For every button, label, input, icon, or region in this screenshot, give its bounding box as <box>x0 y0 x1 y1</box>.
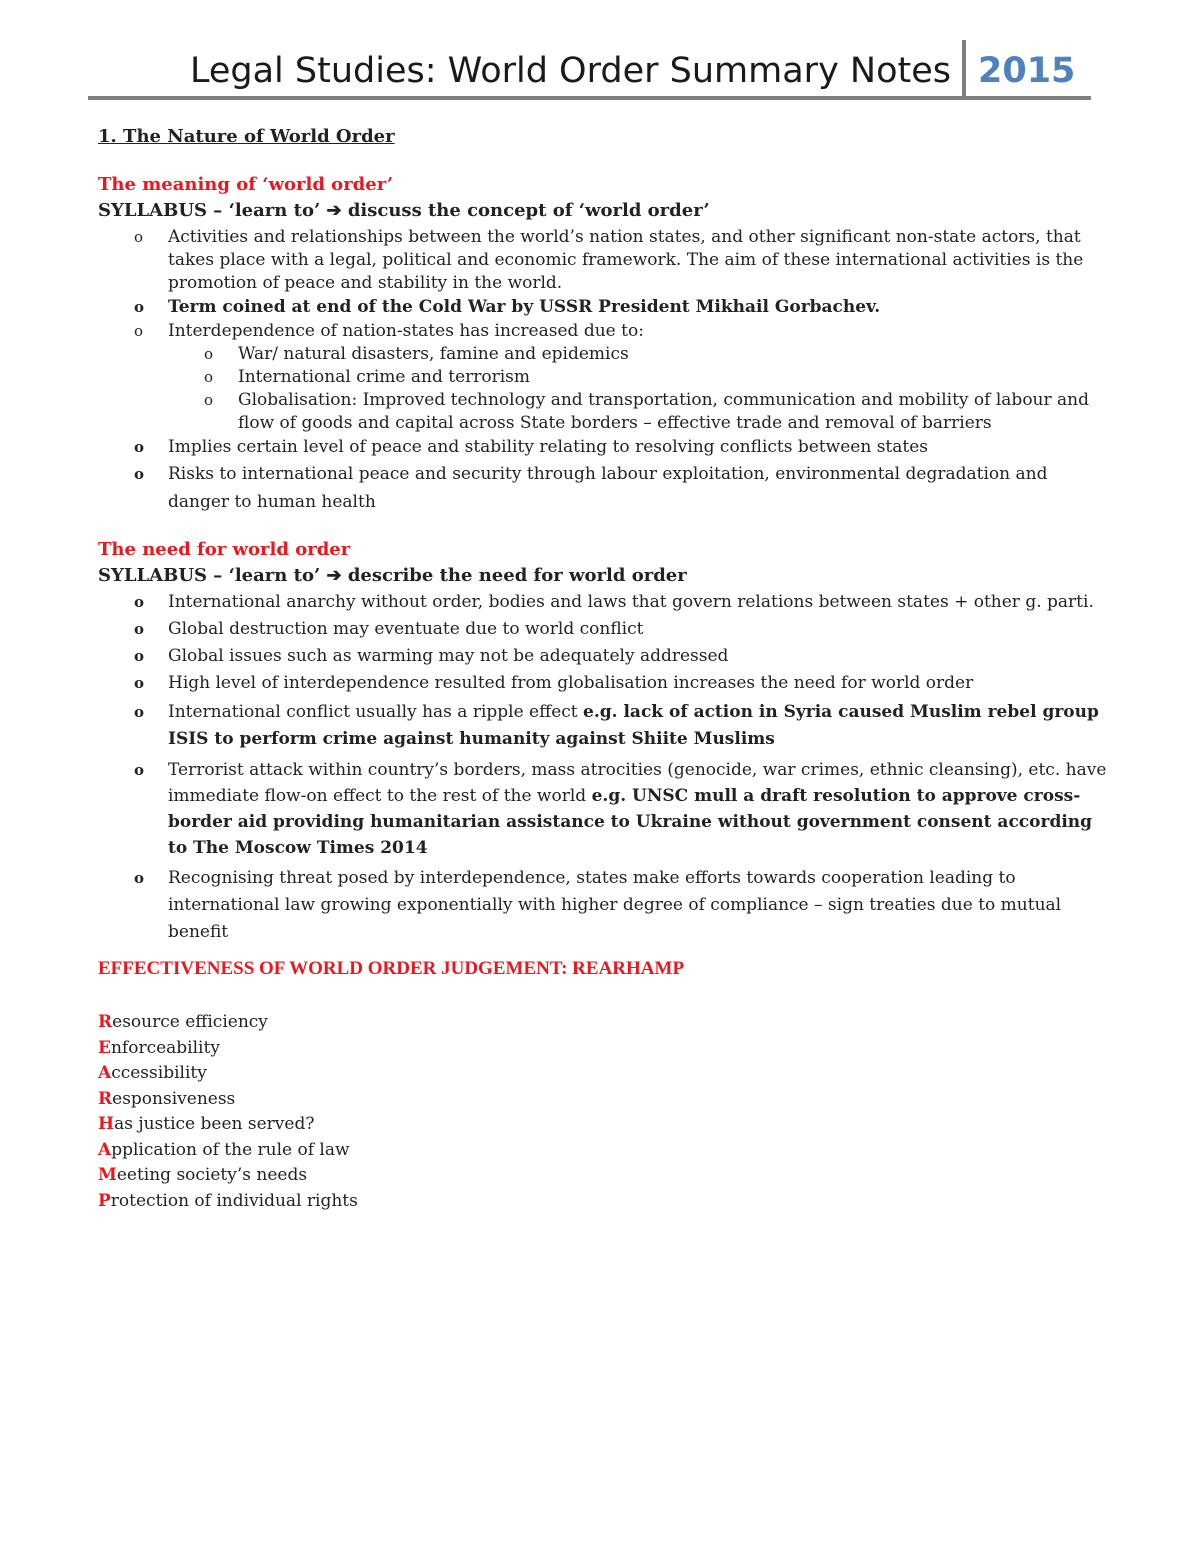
effectiveness-heading: EFFECTIVENESS OF WORLD ORDER JUDGEMENT: REARHAMP <box>98 958 685 979</box>
acronym-line <box>98 1087 1108 1113</box>
header-rule <box>88 96 1091 100</box>
acronym-letter: E <box>98 1037 111 1058</box>
list-item-text: International anarchy without order, bodies and laws that govern relations between states + other g. parti. <box>168 592 1094 612</box>
list-item-text: Activities and relationships between the world’s nation states, and other significant non-state actors, that takes place with a legal, political and economic framework. The aim of these international activities is the promotion of peace and stability in the world. <box>168 227 1084 293</box>
bullet-icon: o <box>134 761 145 779</box>
section-title: 1. The Nature of World Order <box>98 126 395 147</box>
bullet-icon: o <box>134 465 145 483</box>
example-text: e.g. UNSC mull a draft resolution to approve cross-border aid providing humanitarian assistance to Ukraine without government consent according to The Moscow Times 2014 <box>168 786 1093 858</box>
header-title: Legal Studies: World Order Summary Notes <box>189 51 951 91</box>
need-list <box>98 591 1108 946</box>
acronym-line <box>98 1036 1108 1062</box>
list-item <box>134 645 1108 668</box>
acronym-list <box>98 1010 1108 1214</box>
acronym-letter: M <box>98 1165 117 1185</box>
sub-list-item <box>204 389 1108 435</box>
acronym-line <box>98 1138 1108 1164</box>
bullet-icon: o <box>134 869 145 887</box>
bullet-icon: o <box>134 298 145 316</box>
list-item-text: Global destruction may eventuate due to world conflict <box>168 619 644 639</box>
document-body <box>98 124 1108 1214</box>
need-syllabus: SYLLABUS – ‘learn to’ ➔ describe the need for world order <box>98 565 687 586</box>
list-item-text: Terrorist attack within country’s borders, mass atrocities (genocide, war crimes, ethnic cleansing), etc. have immediate flow-on effect to the rest of the world <box>168 760 1107 806</box>
list-item-text: Implies certain level of peace and stability relating to resolving conflicts between states <box>168 437 928 457</box>
header-year: 2015 <box>978 51 1076 91</box>
acronym-line <box>98 1189 1108 1215</box>
list-item <box>134 296 1108 319</box>
bullet-icon: o <box>134 593 145 611</box>
acronym-text: rotection of individual rights <box>110 1190 358 1211</box>
bullet-icon: o <box>134 674 145 692</box>
meaning-syllabus: SYLLABUS – ‘learn to’ ➔ discuss the concept of ‘world order’ <box>98 200 710 221</box>
list-item <box>134 591 1108 614</box>
list-item <box>134 672 1108 695</box>
acronym-text: eeting society’s needs <box>116 1165 308 1185</box>
sub-list-item <box>204 343 1108 366</box>
acronym-line <box>98 1112 1108 1138</box>
acronym-letter: A <box>98 1139 112 1160</box>
bullet-icon: o <box>204 345 214 363</box>
list-item-text: Interdependence of nation-states has increased due to: <box>168 321 644 341</box>
sub-list-item-text: Globalisation: Improved technology and transportation, communication and mobility of labour and flow of goods and capital across State borders – effective trade and removal of barriers <box>238 390 1089 433</box>
meaning-heading: The meaning of ‘world order’ <box>98 174 394 195</box>
list-item-text: Risks to international peace and security through labour exploitation, environmental degradation and danger to human health <box>168 464 1048 512</box>
acronym-text: esource efficiency <box>112 1012 268 1032</box>
acronym-letter: R <box>98 1012 113 1032</box>
acronym-letter: R <box>98 1088 113 1109</box>
sub-list-item-text: International crime and terrorism <box>238 367 531 387</box>
bullet-icon: o <box>134 228 144 246</box>
acronym-line <box>98 1010 1108 1036</box>
acronym-letter: H <box>98 1114 115 1134</box>
list-item-text: Recognising threat posed by interdependence, states make efforts towards cooperation leading to international law growing exponentially with higher degree of compliance – sign treaties due to mutual benefit <box>168 868 1062 942</box>
list-item <box>134 436 1108 459</box>
acronym-line <box>98 1061 1108 1087</box>
sub-list-item <box>204 366 1108 389</box>
meaning-list <box>98 226 1108 516</box>
acronym-text: ccessibility <box>111 1063 207 1083</box>
bullet-icon: o <box>204 391 214 409</box>
acronym-text: as justice been served? <box>114 1114 315 1134</box>
list-item-text: Term coined at end of the Cold War by USSR President Mikhail Gorbachev. <box>168 297 881 317</box>
list-item-text: High level of interdependence resulted from globalisation increases the need for world order <box>168 673 974 693</box>
bullet-icon: o <box>134 647 145 665</box>
acronym-letter: A <box>98 1063 112 1083</box>
acronym-text: nforceability <box>110 1037 220 1058</box>
bullet-icon: o <box>134 620 145 638</box>
bullet-icon: o <box>134 438 145 456</box>
list-item-text: International conflict usually has a ripple effect <box>168 702 584 722</box>
header-divider <box>962 40 966 98</box>
list-item <box>134 618 1108 641</box>
bullet-icon: o <box>134 322 144 340</box>
need-heading: The need for world order <box>98 539 351 560</box>
list-item <box>134 320 1108 435</box>
list-item-text: Global issues such as warming may not be adequately addressed <box>168 646 729 666</box>
sub-list-item-text: War/ natural disasters, famine and epidemics <box>238 344 629 364</box>
sub-list <box>168 343 1108 435</box>
list-item <box>134 699 1108 753</box>
acronym-text: pplication of the rule of law <box>111 1139 350 1160</box>
list-item <box>134 865 1108 946</box>
acronym-letter: P <box>98 1190 111 1211</box>
list-item <box>134 757 1108 861</box>
acronym-line <box>98 1163 1108 1189</box>
example-text: e.g. lack of action in Syria caused Muslim rebel group ISIS to perform crime against humanity against Shiite Muslims <box>168 702 1099 749</box>
list-item <box>134 460 1108 516</box>
list-item <box>134 226 1108 295</box>
bullet-icon: o <box>204 368 214 386</box>
bullet-icon: o <box>134 703 145 721</box>
acronym-text: esponsiveness <box>112 1088 236 1109</box>
page-header <box>88 40 1091 100</box>
spacer <box>98 517 1108 537</box>
